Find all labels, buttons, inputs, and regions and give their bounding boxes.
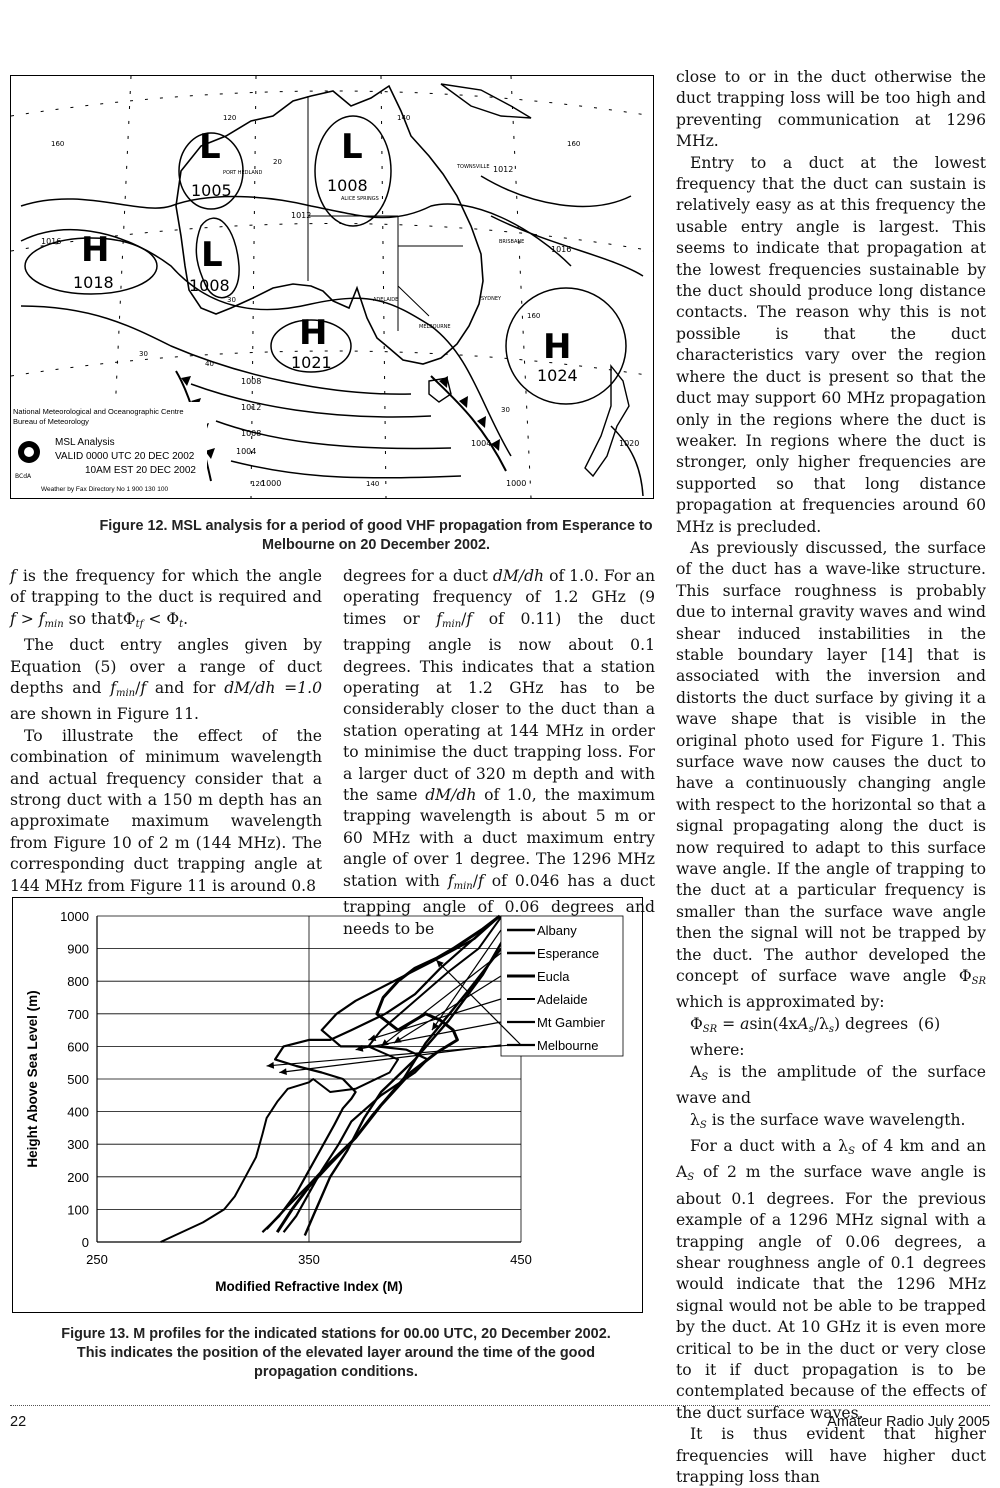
state-borders xyxy=(308,96,463,331)
isobar-label: 1012 xyxy=(291,211,312,220)
grid-label: 140 xyxy=(397,114,411,122)
isobar-label: 1000 xyxy=(261,479,282,488)
isobar-label: 1004 xyxy=(471,439,492,448)
place-label: TOWNSVILLE xyxy=(457,164,490,170)
pressure-centre-value: 1008 xyxy=(327,176,368,195)
y-tick-label: 200 xyxy=(67,1169,89,1185)
pressure-centre-letter: L xyxy=(341,127,363,167)
figure-13-chart xyxy=(12,897,643,1313)
credit-line: National Meteorological and Oceanographic Centre xyxy=(13,407,184,416)
footer-rule xyxy=(10,1405,990,1406)
new-zealand-coastline xyxy=(585,366,629,476)
place-label: ALICE SPRINGS xyxy=(341,196,379,202)
grid-label: 140 xyxy=(366,480,380,488)
isobar-label: 1016 xyxy=(41,237,62,246)
x-tick-label: 250 xyxy=(86,1252,108,1267)
equation-6: $\Phi_{SR} = asin(4xA_s/\lambda_s)$ degrees (6) xyxy=(690,1014,941,1035)
y-tick-label: 400 xyxy=(67,1104,89,1120)
arrowhead xyxy=(381,1039,389,1046)
series-line-melbourne xyxy=(262,916,499,1232)
figure-13-caption xyxy=(26,1325,646,1382)
pressure-centre-letter: L xyxy=(201,235,223,275)
x-tick-label: 350 xyxy=(298,1252,320,1267)
grid-label: 160 xyxy=(527,312,541,320)
place-label: ADELAIDE xyxy=(373,297,399,303)
credit-line: Bureau of Meteorology xyxy=(13,417,89,426)
paragraph: As previously discussed, the surface of the duct has a wave-like structure. This surface roughness is probably due to internal gravity waves and wind shear induced instabilities in the stable boundary layer [14] that is associated with the inversion and distorts the duct surface by giving it a wave shape that is visible in the original photo used for Figure 1. This surface wave now causes the duct to have a continuously changing angle with respect to the horizontal so that a signal propagating along the duct is now required to adapt to this surface wave angle. If the angle of trapping to the duct at a particular frequency is smaller than the surface wave angle then the signal will not be trapped by the duct. The author developed the concept of surface wave angle $\Phi_{SR}$ which is approximated by: xyxy=(676,538,986,1012)
isobar-label: 1000 xyxy=(506,479,527,488)
y-tick-label: 800 xyxy=(67,974,89,990)
x-tick-label: 450 xyxy=(510,1252,532,1267)
series-line-mt-gambier xyxy=(284,916,500,1232)
column-middle xyxy=(343,566,655,940)
pressure-centre-letter: H xyxy=(299,313,328,353)
arrowhead xyxy=(368,1035,376,1042)
arrowhead xyxy=(279,1068,287,1075)
grid-label: 20 xyxy=(273,158,282,166)
grid-label: 30 xyxy=(227,296,236,304)
credit-line: 10AM EST 20 DEC 2002 xyxy=(85,465,196,476)
isobar-label: 1008 xyxy=(241,377,262,386)
bom-logo xyxy=(18,441,40,463)
pressure-centre-letter: H xyxy=(543,327,572,367)
place-label: MELBOURNE xyxy=(419,324,451,330)
isobar-label: 1020 xyxy=(619,439,640,448)
y-tick-label: 100 xyxy=(67,1202,89,1218)
grid-label: 120 xyxy=(251,480,265,488)
pressure-centre-value: 1024 xyxy=(537,366,578,385)
credit-line: MSL Analysis xyxy=(55,437,115,448)
m-profile-chart xyxy=(13,898,642,1312)
column-left xyxy=(10,566,322,897)
pressure-centre-value: 1021 xyxy=(291,353,332,372)
y-tick-label: 900 xyxy=(67,941,89,957)
paragraph: $\lambda_S$ is the surface wave wavelength. xyxy=(690,1110,966,1131)
credit-line: VALID 0000 UTC 20 DEC 2002 xyxy=(55,451,195,462)
y-tick-label: 1000 xyxy=(60,909,89,924)
cold-fronts xyxy=(176,371,506,481)
isobar-label: 1012 xyxy=(241,403,262,412)
pressure-centre-letter: H xyxy=(81,230,110,270)
x-axis-title: Modified Refractive Index (M) xyxy=(215,1279,403,1294)
legend-label: Mt Gambier xyxy=(537,1015,605,1030)
paragraph: f is the frequency for which the angle of trapping to the duct is required and $f > f_{min}$ so thatΦ$_{tf}$ < $\Phi_t$. xyxy=(10,567,322,630)
y-axis-title: Height Above Sea Level (m) xyxy=(25,990,40,1168)
pressure-centre-letter: L xyxy=(199,127,221,167)
paragraph: It is thus evident that higher frequencies will have higher duct trapping loss than xyxy=(676,1425,986,1486)
legend-label: Melbourne xyxy=(537,1038,599,1053)
legend-label: Eucla xyxy=(537,969,570,984)
isobar-label: 1004 xyxy=(236,447,257,456)
grid-label: 160 xyxy=(51,140,65,148)
paragraph: close to or in the duct otherwise the duct trapping loss will be too high and preventing communication at 1296 MHz. xyxy=(676,68,986,151)
paragraph: $A_S$ is the amplitude of the surface wave and xyxy=(676,1062,986,1108)
pressure-centre-value: 1018 xyxy=(73,273,114,292)
y-tick-label: 500 xyxy=(67,1072,89,1087)
y-tick-label: 600 xyxy=(67,1039,89,1055)
place-label: PORT HEDLAND xyxy=(223,170,263,176)
caption-line: propagation conditions. xyxy=(254,1364,418,1380)
credit-line: Weather by Fax Directory No 1 900 130 100 xyxy=(41,486,169,493)
isobar-label: 1008 xyxy=(241,429,262,438)
y-tick-label: 300 xyxy=(67,1137,89,1153)
grid-label: 30 xyxy=(501,406,510,414)
magazine-issue: Amateur Radio July 2005 xyxy=(827,1414,990,1430)
paragraph: To illustrate the effect of the combination of minimum wavelength and actual frequency consider that a strong duct with a 150 m depth has an approximate maximum wavelength from Figure 10 of 2 m (144 MHz). The corresponding duct trapping angle at 144 MHz from Figure 11 is around 0.8 xyxy=(10,726,322,895)
papua-new-guinea-coastline xyxy=(441,84,531,118)
y-tick-label: 700 xyxy=(67,1006,89,1022)
place-label: BRISBANE xyxy=(499,239,525,245)
legend-label: Esperance xyxy=(537,946,600,961)
grid-label: 120 xyxy=(223,114,237,122)
grid-label: 40 xyxy=(205,360,214,368)
logo-text: BCdA xyxy=(15,473,32,480)
map-graphic xyxy=(11,76,653,498)
pressure-centre-value: 1008 xyxy=(189,276,230,295)
paragraph: For a duct with a $\lambda_S$ of 4 km and an $A_S$ of 2 m the surface wave angle is about 0.1 degrees. For the previous example of a 1296 MHz signal with a trapping angle of 0.06 degrees, a shear roughness angle of 0.1 degrees would indicate that the 1296 MHz signal would not be able to be trapped by the duct. At 10 GHz it is even more critical to be in the duct or very close to it if duct propagation is to be contemplated because of the effects of the duct surface waves. xyxy=(676,1136,986,1422)
grid-label: 30 xyxy=(139,350,148,358)
grid-label: 160 xyxy=(567,140,581,148)
place-label: SYDNEY xyxy=(481,296,502,302)
paragraph: where: xyxy=(690,1041,745,1060)
msl-analysis-map xyxy=(10,75,654,499)
isobar-label: 1012 xyxy=(493,165,514,174)
paragraph: The duct entry angles given by Equation (5) over a range of duct depths and $f_{min}/f$ and for dM/dh =1.0 are shown in Figure 11. xyxy=(10,636,322,724)
isobar-label: 1016 xyxy=(551,245,572,254)
figure-12-caption: Figure 12. MSL analysis for a period of good VHF propagation from Esperance to Melbourne on 20 December 2002. xyxy=(99,518,653,553)
caption-line: Figure 13. M profiles for the indicated stations for 00.00 UTC, 20 December 2002. xyxy=(61,1326,611,1342)
legend-label: Albany xyxy=(537,923,577,938)
legend-label: Adelaide xyxy=(537,992,588,1007)
y-tick-label: 0 xyxy=(81,1235,89,1250)
caption-line: This indicates the position of the elevated layer around the time of the good xyxy=(76,1345,596,1361)
page-number: 22 xyxy=(10,1414,27,1430)
column-right xyxy=(676,67,986,1488)
pressure-centre-value: 1005 xyxy=(191,181,232,200)
paragraph: Entry to a duct at the lowest frequency that the duct can sustain is relatively easy as at this frequency the usable entry angle is largest. This seems to indicate that propagation at the lowest frequencies sustainable by the duct should produce long distance contacts. The reason why this is not possible is that the duct characteristics vary over the region where the duct is present so that the duct may support 60 MHz propagation only in the regions where the duct is weaker. In regions where the duct is stronger, only higher frequencies are supported so that long distance propagation at frequencies around 60 MHz is precluded. xyxy=(676,153,986,536)
paragraph: degrees for a duct dM/dh of 1.0. For an operating frequency of 1.2 GHz (9 times or $f_{min}/f$ of 0.11) the duct trapping angle is now about 0.1 degrees. This indicates that a station operating at 1.2 GHz has to be considerably closer to the duct than a station operating at 144 MHz in order to minimise the duct trapping loss. For a larger duct of 320 m depth and with the same dM/dh of 1.0, the maximum trapping wavelength is about 5 m or 60 MHz with a duct maximum entry angle of over 1 degree. The 1296 MHz station with $f_{min}/f$ of 0.046 has a duct trapping angle of 0.06 degrees and needs to be xyxy=(343,567,656,938)
